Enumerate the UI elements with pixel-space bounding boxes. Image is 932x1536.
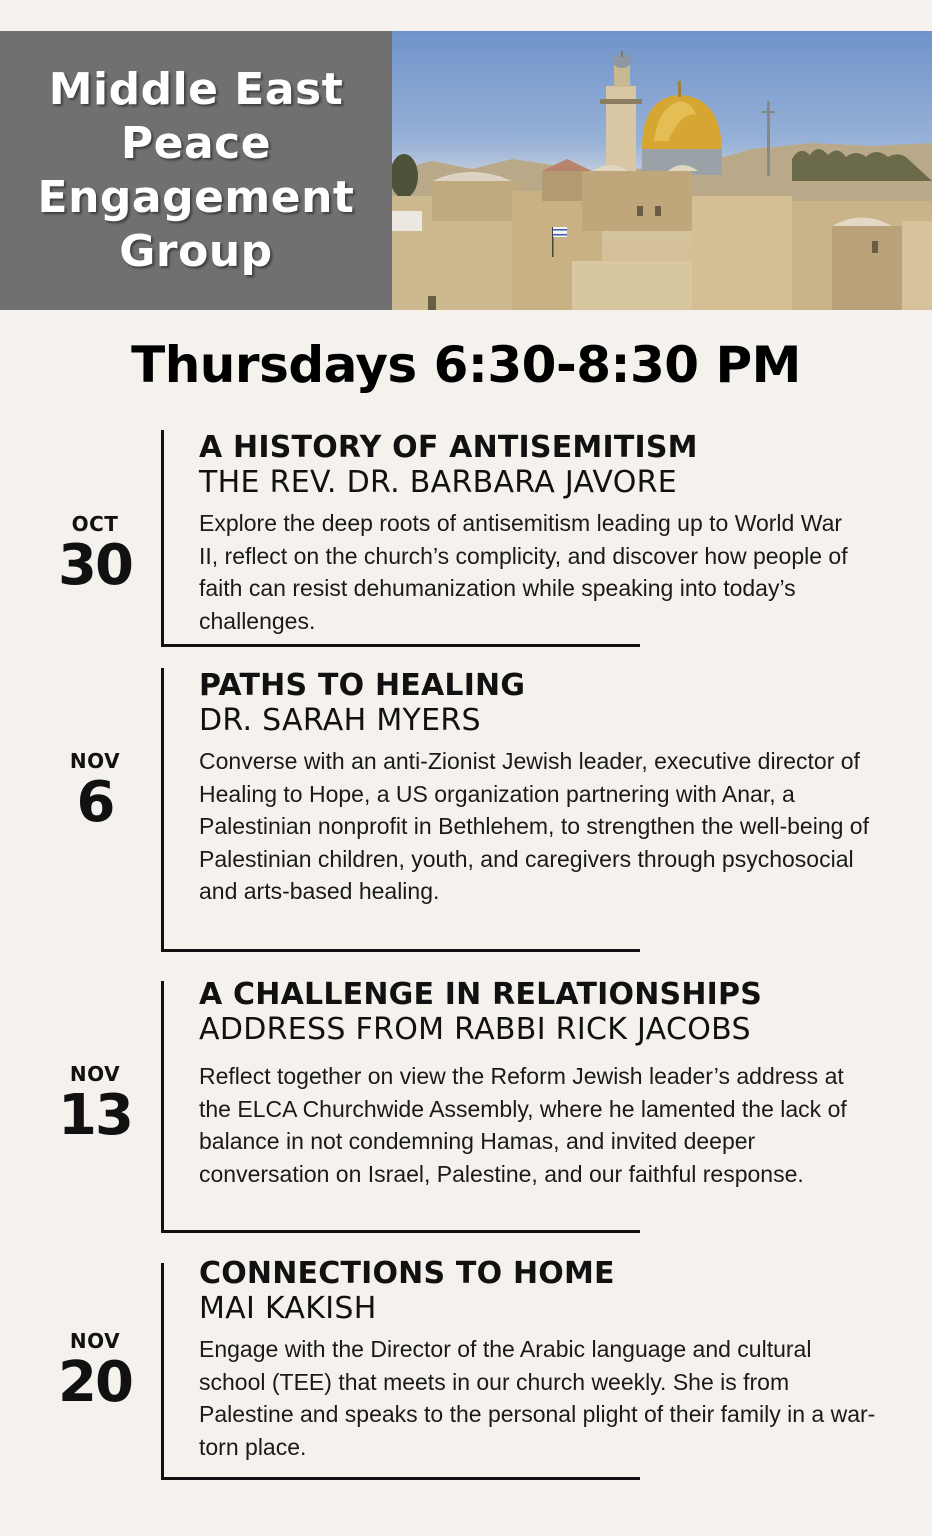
event-day: 6 [76, 770, 114, 835]
event-day: 20 [58, 1350, 132, 1415]
event-content [199, 978, 889, 1190]
event-month: NOV [69, 749, 121, 773]
header-banner [0, 31, 932, 310]
event-date [40, 1062, 150, 1146]
event-speaker: DR. SARAH MYERS [199, 703, 481, 738]
event-date [40, 1329, 150, 1413]
event-month: OCT [71, 512, 119, 536]
event-month: NOV [69, 1329, 121, 1353]
event-speaker: MAI KAKISH [199, 1291, 377, 1326]
event-speaker: THE REV. DR. BARBARA JAVORE [199, 465, 678, 500]
event-content [199, 431, 889, 637]
event-date [40, 512, 150, 596]
event-description: Explore the deep roots of antisemitism leading up to World War II, reflect on the church’s complicity, and discover how people of faith can resist dehumanization while speaking into today’s challenges. [199, 510, 848, 634]
event-description: Reflect together on view the Reform Jewish leader’s address at the ELCA Churchwide Assembly, where he lamented the lack of balance in not condemning Hamas, and invited deeper conversation on Israel, Palestine, and our faithful response. [199, 1063, 847, 1187]
event-month: NOV [69, 1062, 121, 1086]
event-title: A HISTORY OF ANTISEMITISM [199, 430, 698, 465]
event-day: 30 [58, 533, 132, 598]
title-box [0, 31, 392, 310]
title-line: Group [119, 225, 273, 277]
event-content [199, 1257, 889, 1463]
event-speaker: ADDRESS FROM RABBI RICK JACOBS [199, 1012, 751, 1047]
event-day: 13 [58, 1083, 132, 1148]
event-title: PATHS TO HEALING [199, 668, 526, 703]
schedule-time-heading: Thursdays 6:30-8:30 PM [131, 336, 801, 394]
event-description: Converse with an anti-Zionist Jewish leader, executive director of Healing to Hope, a US organization partnering with Anar, a Palestinian nonprofit in Bethlehem, to strengthen the well-being of Palestinian children, youth, and caregivers through psychosocial and arts-based healing. [199, 748, 869, 904]
event-title: CONNECTIONS TO HOME [199, 1256, 615, 1291]
title-line: Engagement [37, 171, 355, 223]
event-date [40, 749, 150, 833]
jerusalem-photo [392, 31, 932, 310]
group-title [38, 63, 355, 279]
event-title: A CHALLENGE IN RELATIONSHIPS [199, 977, 763, 1012]
title-line: Peace [120, 117, 272, 169]
event-description: Engage with the Director of the Arabic language and cultural school (TEE) that meets in our church weekly. She is from Palestine and speaks to the personal plight of their family in a war-torn place. [199, 1336, 876, 1460]
event-content [199, 669, 889, 908]
title-line: Middle East [48, 63, 344, 115]
